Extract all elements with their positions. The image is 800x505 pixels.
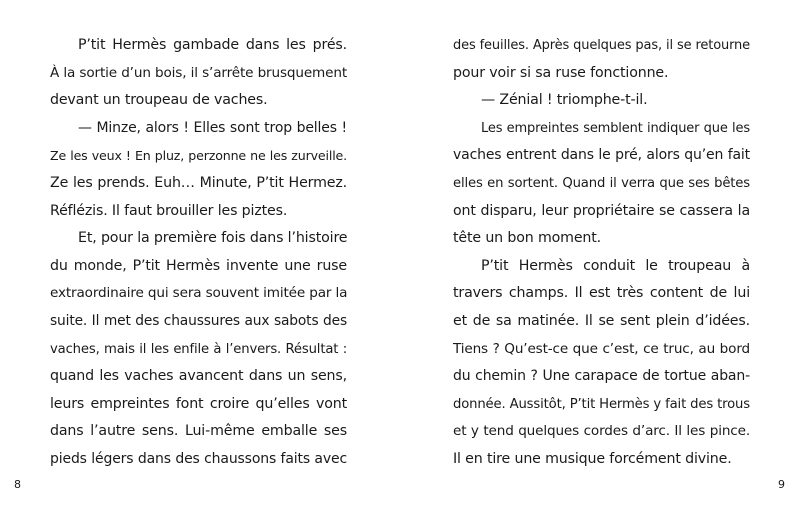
right-page	[400, 0, 800, 505]
text-line: vaches, mais il les enfile à l’envers. Résultat :	[50, 341, 347, 357]
text-line: Ze les veux ! En pluz, perzonne ne les zurveille.	[50, 148, 347, 164]
text-line: À la sortie d’un bois, il s’arrête brusquement	[50, 64, 347, 81]
text-line: — Zénial ! triomphe-t-il.	[481, 92, 648, 109]
text-line: extraordinaire qui sera souvent imitée par la	[50, 285, 348, 302]
text-line: pour voir si sa ruse fonctionne.	[453, 64, 669, 81]
text-line: et y tend quelques cordes d’arc. Il les pince.	[453, 423, 750, 440]
text-line: Tiens ? Qu’est-ce que c’est, ce truc, au bord	[453, 340, 750, 357]
text-line: P’tit Hermès conduit le troupeau à	[481, 257, 750, 274]
left-page-text	[50, 32, 347, 474]
text-line: des feuilles. Après quelques pas, il se retourne	[453, 38, 750, 53]
text-line: quand les vaches avancent dans un sens,	[50, 368, 347, 385]
left-page-number: 8	[14, 478, 21, 491]
text-line: travers champs. Il est très content de lui	[453, 285, 750, 302]
text-line: P’tit Hermès gambade dans les prés.	[78, 37, 347, 53]
text-line: tête un bon moment.	[453, 230, 602, 247]
text-line: devant un troupeau de vaches.	[50, 92, 268, 109]
right-page-number: 9	[778, 478, 785, 491]
text-line: et de sa matinée. Il se sent plein d’idées.	[453, 312, 750, 329]
text-line: du monde, P’tit Hermès invente une ruse	[50, 257, 347, 274]
text-line: elles en sortent. Quand il verra que ses bêtes	[453, 175, 750, 191]
text-line: dans l’autre sens. Lui-même emballe ses	[50, 423, 347, 440]
text-line: — Minze, alors ! Elles sont trop belles !	[78, 119, 347, 136]
text-line: Ze les prends. Euh… Minute, P’tit Hermez.	[50, 174, 347, 191]
text-line: suite. Il met des chaussures aux sabots des	[50, 312, 347, 329]
text-line: leurs empreintes font croire qu’elles vont	[50, 395, 347, 412]
text-line: Réflézis. Il faut brouiller les piztes.	[50, 202, 288, 219]
text-line: donnée. Aussitôt, P’tit Hermès y fait des trous	[453, 396, 750, 412]
text-line: Il en tire une musique forcément divine.	[453, 450, 732, 467]
right-page-text	[453, 32, 750, 474]
text-line: du chemin ? Une carapace de tortue aban-	[453, 368, 750, 385]
text-line: vaches entrent dans le pré, alors qu’en fait	[453, 147, 750, 164]
text-line: Et, pour la première fois dans l’histoire	[78, 230, 348, 247]
text-line: ont disparu, leur propriétaire se cassera la	[453, 202, 750, 219]
text-line: pieds légers dans des chaussons faits avec	[50, 450, 347, 467]
text-line: Les empreintes semblent indiquer que les	[481, 120, 750, 136]
